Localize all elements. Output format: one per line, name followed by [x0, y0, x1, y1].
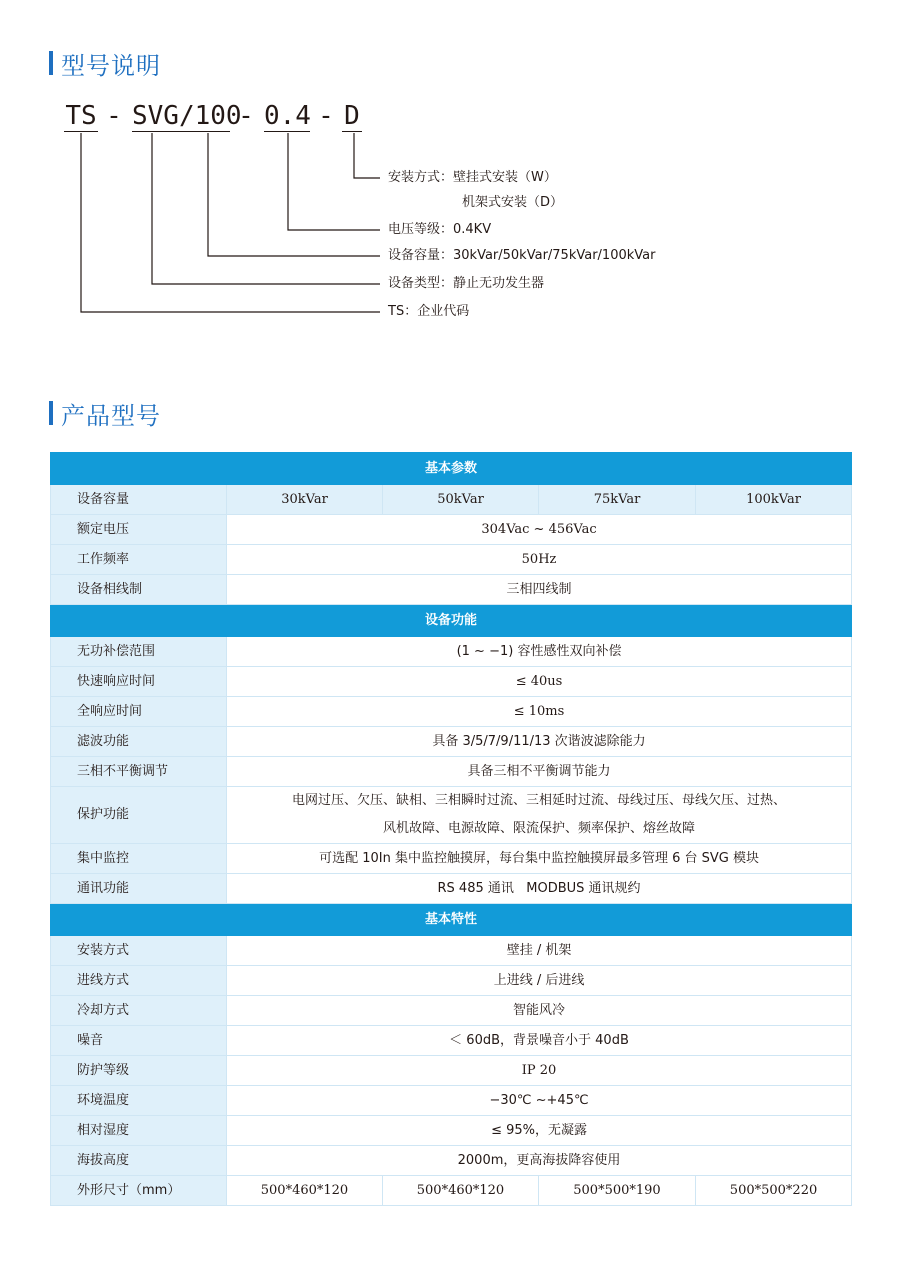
code-svg-capacity: SVG/100 — [132, 101, 242, 131]
legend-voltage: 电压等级：0.4KV — [388, 222, 492, 237]
row-value: ≤ 40us — [227, 667, 852, 697]
dimension-value: 500*460*120 — [383, 1176, 539, 1206]
row-label: 相对湿度 — [51, 1116, 227, 1146]
row-label: 集中监控 — [51, 844, 227, 874]
row-value: −30℃ ~+45℃ — [227, 1086, 852, 1116]
legend-company-code: TS：企业代码 — [388, 304, 470, 319]
row-label: 环境温度 — [51, 1086, 227, 1116]
table-header-row — [51, 453, 852, 485]
row-label: 进线方式 — [51, 966, 227, 996]
table-row — [51, 545, 852, 575]
model-description-title-text: 型号说明 — [61, 51, 161, 80]
row-value: 壁挂 / 机架 — [227, 936, 852, 966]
product-model-title — [49, 399, 161, 430]
row-label: 设备相线制 — [51, 575, 227, 605]
dimension-value: 500*500*190 — [539, 1176, 696, 1206]
row-label: 外形尺寸（mm） — [51, 1176, 227, 1206]
row-value: ≤ 10ms — [227, 697, 852, 727]
table-row — [51, 727, 852, 757]
row-label: 滤波功能 — [51, 727, 227, 757]
code-install: D — [342, 101, 362, 132]
row-label: 安装方式 — [51, 936, 227, 966]
row-value: 可选配 10In 集中监控触摸屏，每台集中监控触摸屏最多管理 6 台 SVG 模块 — [227, 844, 852, 874]
dimension-value: 500*460*120 — [227, 1176, 383, 1206]
header-basic-params: 基本参数 — [51, 453, 852, 485]
row-value: 2000m，更高海拔降容使用 — [227, 1146, 852, 1176]
product-model-title-text: 产品型号 — [61, 401, 161, 430]
table-row — [51, 1086, 852, 1116]
table-row — [51, 844, 852, 874]
row-label: 无功补偿范围 — [51, 637, 227, 667]
table-row — [51, 1056, 852, 1086]
row-value-multiline — [227, 787, 852, 844]
row-label: 全响应时间 — [51, 697, 227, 727]
header-characteristics: 基本特性 — [51, 904, 852, 936]
row-label: 海拔高度 — [51, 1146, 227, 1176]
title-accent-bar — [49, 401, 53, 425]
row-label: 设备容量 — [51, 485, 227, 515]
dimension-value: 500*500*220 — [696, 1176, 852, 1206]
code-voltage: 0.4 — [264, 101, 311, 131]
table-row — [51, 515, 852, 545]
capacity-value: 75kVar — [539, 485, 696, 515]
row-label: 工作频率 — [51, 545, 227, 575]
row-value: 304Vac ~ 456Vac — [227, 515, 852, 545]
header-functions: 设备功能 — [51, 605, 852, 637]
table-row — [51, 667, 852, 697]
table-row — [51, 757, 852, 787]
legend-capacity: 设备容量：30kVar/50kVar/75kVar/100kVar — [388, 248, 656, 263]
table-row — [51, 575, 852, 605]
table-row — [51, 1116, 852, 1146]
capacity-value: 30kVar — [227, 485, 383, 515]
protection-line-2: 风机故障、电源故障、限流保护、频率保护、熔丝故障 — [383, 821, 696, 836]
legend-device-type: 设备类型：静止无功发生器 — [388, 276, 545, 291]
row-label: 噪音 — [51, 1026, 227, 1056]
row-value: 上进线 / 后进线 — [227, 966, 852, 996]
table-row — [51, 1146, 852, 1176]
row-label: 防护等级 — [51, 1056, 227, 1086]
row-value: IP 20 — [227, 1056, 852, 1086]
spec-table — [50, 452, 852, 1206]
code-separator: - — [318, 101, 334, 131]
table-row — [51, 637, 852, 667]
table-row — [51, 697, 852, 727]
row-value: RS 485 通讯 MODBUS 通讯规约 — [227, 874, 852, 904]
row-label: 通讯功能 — [51, 874, 227, 904]
table-row — [51, 936, 852, 966]
row-label: 冷却方式 — [51, 996, 227, 1026]
table-row — [51, 874, 852, 904]
row-value: ≤ 95%，无凝露 — [227, 1116, 852, 1146]
legend-install-method: 安装方式：壁挂式安装（W） — [388, 170, 557, 185]
table-row — [51, 996, 852, 1026]
capacity-value: 50kVar — [383, 485, 539, 515]
row-value: 50Hz — [227, 545, 852, 575]
row-value: (1 ~ −1) 容性感性双向补偿 — [227, 637, 852, 667]
table-row — [51, 485, 852, 515]
table-row — [51, 787, 852, 844]
row-label: 保护功能 — [51, 787, 227, 844]
row-value: 具备三相不平衡调节能力 — [227, 757, 852, 787]
row-value: 三相四线制 — [227, 575, 852, 605]
code-ts: TS — [65, 101, 97, 131]
row-value: ＜ 60dB，背景噪音小于 40dB — [227, 1026, 852, 1056]
code-separator: - — [238, 101, 254, 131]
table-row — [51, 1026, 852, 1056]
row-value: 具备 3/5/7/9/11/13 次谐波滤除能力 — [227, 727, 852, 757]
code-separator: - — [106, 101, 122, 131]
capacity-value: 100kVar — [696, 485, 852, 515]
table-row — [51, 1176, 852, 1206]
row-label: 快速响应时间 — [51, 667, 227, 697]
row-value: 智能风冷 — [227, 996, 852, 1026]
row-label: 额定电压 — [51, 515, 227, 545]
row-label: 三相不平衡调节 — [51, 757, 227, 787]
protection-line-1: 电网过压、欠压、缺相、三相瞬时过流、三相延时过流、母线过压、母线欠压、过热、 — [292, 793, 787, 808]
legend-install-rack: 机架式安装（D） — [462, 195, 564, 210]
table-header-row — [51, 605, 852, 637]
table-row — [51, 966, 852, 996]
table-header-row — [51, 904, 852, 936]
